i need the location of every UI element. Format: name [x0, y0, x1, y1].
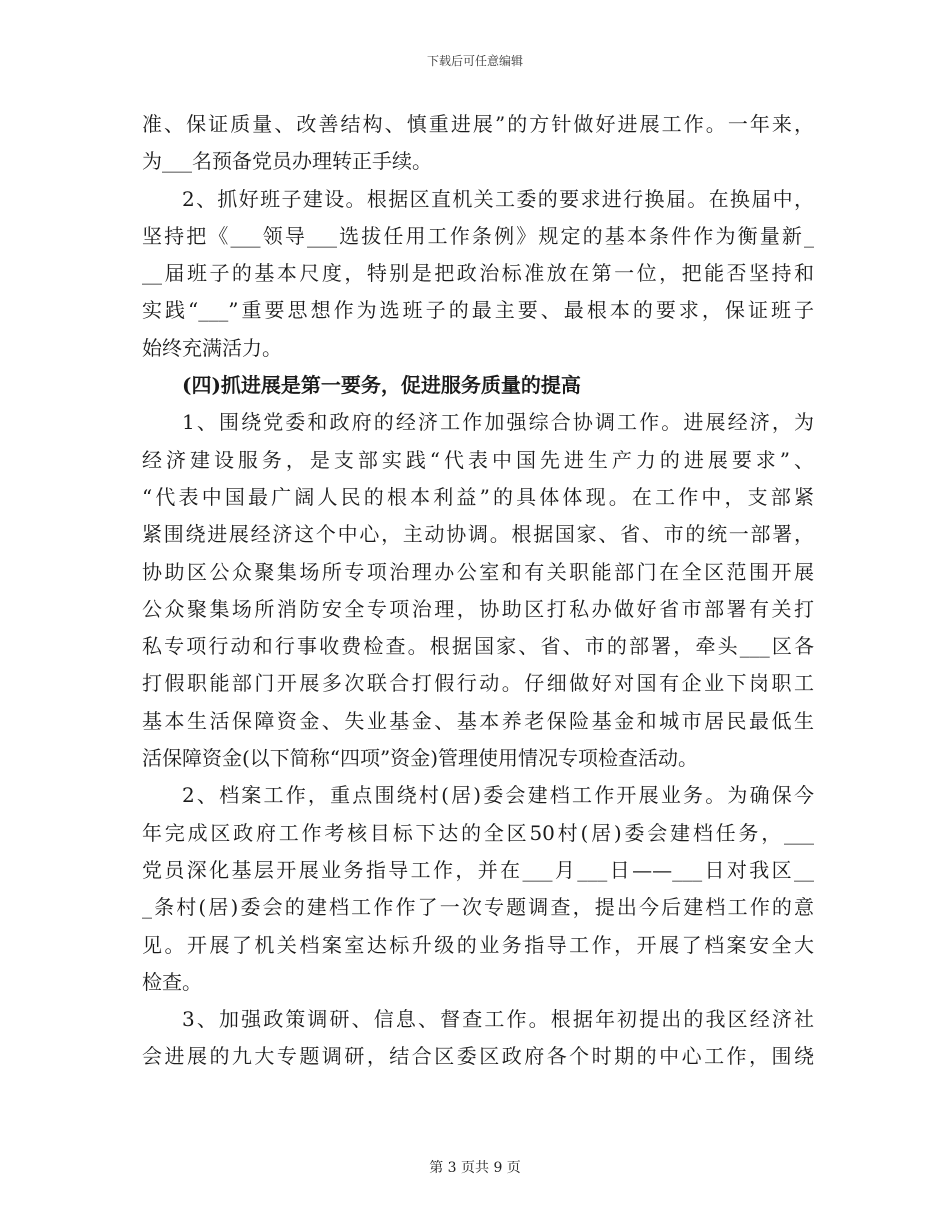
- text-line: __届班子的基本尺度，特别是把政治标准放在第一位，把能否坚持和: [142, 261, 814, 286]
- paragraph: [142, 777, 814, 1001]
- text-line: 会进展的九大专题调研，结合区委区政府各个时期的中心工作，围绕: [142, 1044, 814, 1069]
- text-line: 党员深化基层开展业务指导工作，并在___月___日——___日对我区__: [142, 857, 814, 882]
- text-line: 准、保证质量、改善结构、慎重进展”的方针做好进展工作。一年来，: [142, 112, 814, 136]
- text-line: 检查。: [142, 969, 202, 994]
- text-line: 紧围绕进展经济这个中心，主动协调。根据国家、省、市的统一部署，: [142, 522, 814, 547]
- text-line: 3、加强政策调研、信息、督查工作。根据年初提出的我区经济社: [182, 1007, 814, 1032]
- text-line: 实践“___”重要思想作为选班子的最主要、最根本的要求，保证班子: [142, 298, 814, 323]
- paragraph: [142, 106, 814, 181]
- page-header: 下载后可任意编辑: [426, 54, 523, 68]
- paragraph: [142, 404, 814, 777]
- text-line: 基本生活保障资金、失业基金、基本养老保险基金和城市居民最低生: [142, 708, 814, 733]
- section-heading: (四)抓进展是第一要务，促进服务质量的提高: [182, 373, 581, 398]
- paragraph: [142, 181, 814, 367]
- paragraph: [142, 1001, 814, 1076]
- document-body: [142, 106, 814, 1076]
- text-line: 始终充满活力。: [142, 335, 282, 360]
- text-line: 协助区公众聚集场所专项治理办公室和有关职能部门在全区范围开展: [142, 559, 814, 584]
- text-line: 活保障资金(以下简称“四项”资金)管理使用情况专项检查活动。: [142, 746, 699, 771]
- text-line: “代表中国最广阔人民的根本利益”的具体体现。在工作中，支部紧: [142, 484, 814, 509]
- text-line: 年完成区政府工作考核目标下达的全区50村(居)委会建档任务，___: [142, 820, 814, 845]
- text-line: 打假职能部门开展多次联合打假行动。仔细做好对国有企业下岗职工: [142, 671, 814, 696]
- text-line: 见。开展了机关档案室达标升级的业务指导工作，开展了档案安全大: [142, 932, 814, 957]
- text-line: 1、围绕党委和政府的经济工作加强综合协调工作。进展经济，为: [182, 410, 814, 435]
- text-line: _条村(居)委会的建档工作作了一次专题调查，提出今后建档工作的意: [142, 895, 814, 920]
- text-line: 2、抓好班子建设。根据区直机关工委的要求进行换届。在换届中，: [182, 186, 814, 211]
- text-line: 为___名预备党员办理转正手续。: [142, 149, 432, 174]
- text-line: 私专项行动和行事收费检查。根据国家、省、市的部署，牵头___区各: [142, 634, 814, 659]
- text-line: 坚持把《___领导___选拔任用工作条例》规定的基本条件作为衡量新_: [142, 223, 814, 248]
- text-line: 经济建设服务，是支部实践“代表中国先进生产力的进展要求”、: [142, 447, 814, 472]
- page-number: 第 3 页共 9 页: [429, 1160, 521, 1176]
- text-line: 公众聚集场所消防安全专项治理，协助区打私办做好省市部署有关打: [142, 596, 814, 621]
- text-line: 2、档案工作，重点围绕村(居)委会建档工作开展业务。为确保今: [182, 783, 814, 808]
